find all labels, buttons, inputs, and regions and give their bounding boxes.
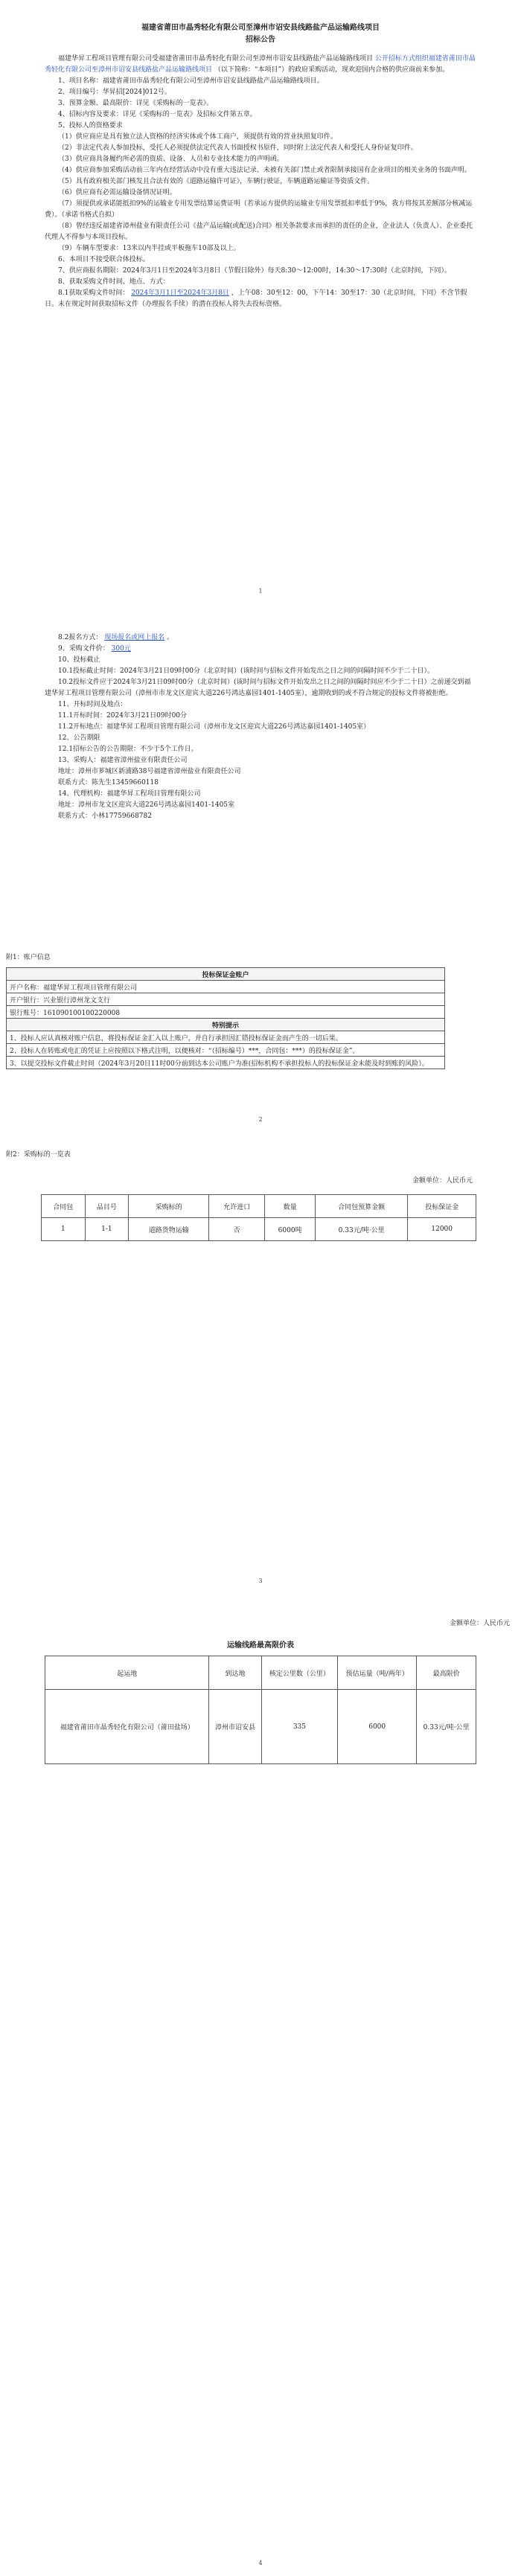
qualification-item: （3）供应商具备履约所必需的资质、设备、人员和专业技术能力的声明函。 (58, 156, 284, 163)
account-info: 银行账号：161090100100220008 (7, 1006, 445, 1019)
table-cell: 否 (209, 1218, 265, 1241)
qualification-item: （7）须提供或承诺能抵扣9%的运输业专用发票结算运费证明（若承运方提供的运输业专用发票抵扣率低于9%，我方将按其差额部分核减运费）。（承诺书格式自拟） (45, 200, 473, 219)
table-cell: 12000 (408, 1218, 476, 1241)
table-cell: 0.33元/吨·公里 (417, 1690, 476, 1764)
currency-unit: 金额单位：人民币元 (449, 1620, 510, 1627)
column-header: 品目号 (85, 1195, 129, 1218)
special-notice-header: 特别提示 (7, 1019, 445, 1031)
detail-line: 联系方式：陈先生13459660118 (58, 779, 159, 786)
project-items (45, 76, 476, 132)
table-cell: 福建省莆田市晶秀轻化有限公司（莆田盐场） (45, 1690, 209, 1764)
item-9: 9、采购文件价： 300元 (58, 645, 131, 653)
page-4 (0, 1592, 521, 2576)
detail-line: 地址：漳州市龙文区迎宾大道226号鸿达嘉园1401-1405室 (58, 801, 235, 809)
special-notice-item: 3、以提交投标文件截止时间（2024年3月20日11时00分前到达本公司账户为准(招标机构不承担投标人的投标保证金未能及时到账的风险）。 (7, 1057, 445, 1069)
table-header-row (42, 1195, 476, 1218)
detail-line: 11.1开标时间：2024年3月21日09时00分 (58, 712, 188, 720)
qualification-item: （9）车辆车型要求：13米以内半挂或平板拖车10部及以上。 (58, 245, 240, 252)
detail-line: 10、投标截止 (58, 656, 100, 664)
special-notice-item: 2、投标人在转账或电汇的凭证上应按照以下格式注明，以便核对：“（招标编号）***，合同包：***）的投标保证金”。 (7, 1044, 445, 1057)
table-cell: 漳州市诏安县 (209, 1690, 261, 1764)
column-header: 合同包 (42, 1195, 86, 1218)
procurement-items-table (41, 1194, 476, 1241)
detail-line: 地址：漳州市芗城区新浦路38号福建省漳州盐业有限责任公司 (58, 768, 241, 775)
detail-line: 14、代理机构：福建华昇工程项目管理有限公司 (58, 790, 201, 798)
document-price: 300元 (111, 645, 131, 653)
table-row (42, 1218, 476, 1241)
page-1 (0, 0, 521, 625)
item-8-2: 8.2报名方式： 现场报名或网上报名 。 (58, 634, 174, 641)
detail-line: 13、采购人：福建省漳州盐业有限责任公司 (58, 757, 188, 764)
qualification-item: （6）供应商有必需运输设备情况证明。 (58, 189, 176, 196)
item-7: 7、供应商报名期限：2024年3月1日至2024年3月8日（节假日除外）每天8:30～12:00时，14:30～17:30时（北京时间，下同）。 (58, 267, 451, 275)
detail-line: 11.2开标地点：福建华昇工程项目管理有限公司（漳州市龙文区迎宾大道226号鸿达嘉园1401-1405室） (58, 723, 371, 731)
page-number: 3 (258, 1577, 263, 1584)
column-header: 到达地 (209, 1656, 261, 1690)
table-cell: 1-1 (85, 1218, 129, 1241)
column-header: 投标保证金 (408, 1195, 476, 1218)
column-header: 核定公里数（公里） (261, 1656, 337, 1690)
project-item: 5、投标人的资格要求 (58, 122, 123, 129)
qualification-item: （4）供应商参加采购活动前三年内在经营活动中没有重大违法记录、未被有关部门禁止或者限制承接国有企业项目的相关业务的书面声明。 (58, 167, 471, 174)
page-2 (0, 625, 521, 1131)
project-item: 2、项目编号：华昇招[2024]012号。 (58, 89, 171, 96)
table-cell: 1 (42, 1218, 86, 1241)
table-cell: 6000吨 (265, 1218, 316, 1241)
qualification-list (45, 132, 476, 254)
column-header: 起运地 (45, 1656, 209, 1690)
document-title: 福建省莆田市晶秀轻化有限公司至漳州市诏安县线路盐产品运输路线项目 (141, 24, 380, 32)
attachment-2-title: 附2：采购标的一览表 (6, 1151, 71, 1159)
column-header: 合同包预算金额 (315, 1195, 408, 1218)
table-row (7, 1006, 445, 1019)
bid-details (45, 655, 476, 822)
page-number: 1 (258, 588, 263, 595)
qualification-item: （8）曾经违反福建省漳州盐业有限责任公司《盐产品运输(或配送)合同》相关条款要求而承担的责任的企业，企业法人（负责人）、企业委托代理人不得参与本项目投标。 (45, 222, 473, 241)
table-cell: 335 (261, 1690, 337, 1764)
page-number: 2 (258, 1116, 263, 1123)
table-row (7, 993, 445, 1006)
table-cell: 0.33元/吨·公里 (315, 1218, 408, 1241)
account-info: 开户银行：兴业银行漳州龙文支行 (7, 993, 445, 1006)
account-header: 投标保证金账户 (7, 968, 445, 981)
project-item: 1、项目名称：福建省莆田市晶秀轻化有限公司至漳州市诏安县线路盐产品运输路线项目。 (58, 77, 324, 85)
attachment-1-title: 附1：账户信息 (6, 954, 51, 961)
detail-line: 12、公告期限 (58, 734, 100, 742)
table-row (7, 1044, 445, 1057)
announcement-body (45, 22, 476, 310)
table-row (7, 1019, 445, 1031)
qualification-item: （1）供应商应是具有独立法人资格的经济实体或个体工商户，须提供有效的营业执照复印件。 (58, 133, 337, 141)
document-subtitle: 招标公告 (246, 36, 275, 44)
table-header-row (45, 1656, 476, 1690)
page-3 (0, 1131, 521, 1592)
detail-line: 10.2投标文件应于2024年3月21日09时00分（北京时间）(该时间与招标文件开始发出之日之间的间隔时间应不少于二十日）之前递交到福建华昇工程项目管理有限公司（漳州市市龙文区迎宾大道226号鸿达嘉园1401-1405室），逾期收到的或不符合规定的投标文件将被拒绝。 (45, 679, 471, 697)
column-header: 数量 (265, 1195, 316, 1218)
detail-line: 11、开标时间及地点： (58, 701, 127, 708)
project-item: 4、招标内容及要求：详见《采购标的一览表》及招标文件第五章。 (58, 111, 257, 118)
project-item: 3、预算金额、最高限价：详见《采购标的一览表》。 (58, 100, 214, 107)
table-cell: 6000 (338, 1690, 417, 1764)
account-info: 开户名称：福建华昇工程项目管理有限公司 (7, 981, 445, 993)
table-row (7, 1057, 445, 1069)
item-8-1: 8.1获取采购文件时间： 2024年3月1日至2024年3月8日 ，上午08：30至12：00，下午14：30至17：30（北京时间，下同）不含节假日。未在规定时间获取招标文件（办理报名手续）的潜在投标人将失去投标资格。 (45, 289, 467, 308)
detail-line: 10.1投标截止时间：2024年3月21日09时00分（北京时间）(该时间与招标文件开始发出之日之间的间隔时间不少于二十日）。 (58, 667, 435, 675)
qualification-item: （5）具有政府相关部门核发且合法有效的《道路运输许可证》，车辆行驶证，车辆道路运输证等资质文件。 (58, 178, 374, 185)
route-table-title: 运输线路最高限价表 (227, 1641, 294, 1650)
registration-method: 现场报名或网上报名 (104, 634, 165, 641)
column-header: 最高限价 (417, 1656, 476, 1690)
announcement-continued (45, 632, 476, 822)
table-row (7, 981, 445, 993)
table-cell: 道路货物运输 (129, 1218, 209, 1241)
account-section (6, 952, 453, 1069)
item-6: 6、本项目不接受联合体投标。 (58, 256, 150, 263)
purchase-period: 2024年3月1日至2024年3月8日 (131, 289, 229, 297)
detail-line: 12.1招标公告的公告期限：不少于5个工作日。 (58, 746, 198, 753)
column-header: 允许进口 (209, 1195, 265, 1218)
currency-unit: 金额单位：人民币元 (412, 1177, 473, 1185)
special-notice-item: 1、投标人应认真核对账户信息，将投标保证金汇入以上账户，并自行承担因汇错投标保证金而产生的一切后果。 (7, 1031, 445, 1044)
page-number: 4 (258, 2560, 263, 2566)
table-row (7, 1031, 445, 1044)
detail-line: 联系方式：小林17759668782 (58, 813, 152, 820)
qualification-item: （2）非法定代表人参加投标，受托人必须提供法定代表人书面授权书原件，同时附上法定代表人和受托人身份证复印件。 (58, 144, 418, 152)
column-header: 预估运量（吨/两年） (338, 1656, 417, 1690)
account-table (6, 967, 445, 1069)
route-price-table (45, 1656, 476, 1764)
table-row (45, 1690, 476, 1764)
intro-paragraph: 福建华昇工程项目管理有限公司受福建省莆田市晶秀轻化有限公司至漳州市诏安县线路盐产品运输路线项目 公开招标方式组织福建省莆田市晶秀轻化有限公司至漳州市诏安县线路盐产品运输路线项目 （以下简称：“本项目”）的政府采购活动，现欢迎国内合格的供应商前来参加。 (45, 55, 476, 74)
column-header: 采购标的 (129, 1195, 209, 1218)
procurement-method: 公开招标方式组织福建省莆田市晶秀轻化有限公司至漳州市诏安县线路盐产品运输路线项目 (45, 55, 476, 74)
item-8: 8、获取采购文件时间、地点、方式： (58, 278, 170, 286)
